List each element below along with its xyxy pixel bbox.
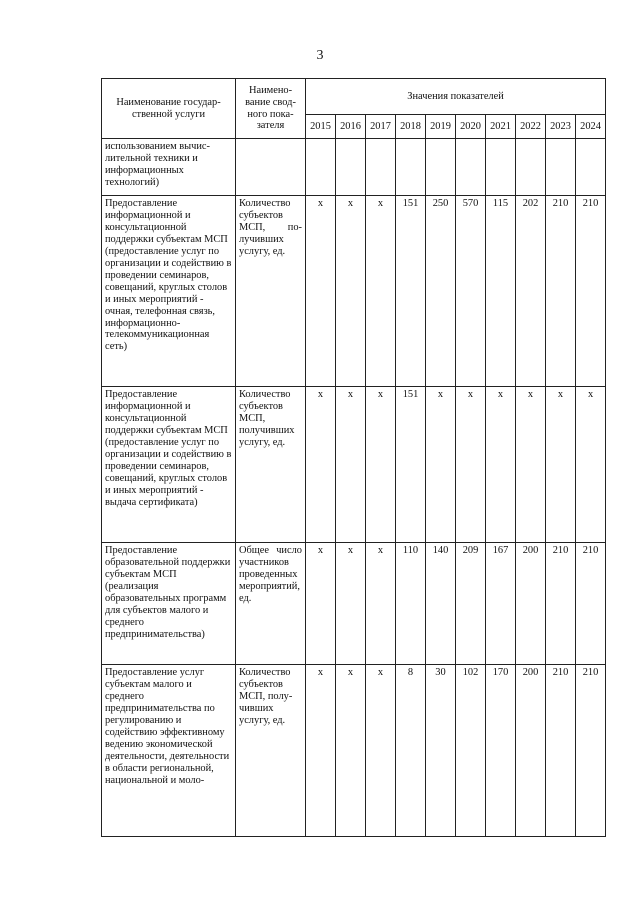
value-cell: x [306,196,336,387]
value-cell: 140 [426,543,456,665]
value-cell [366,139,396,196]
value-cell [546,139,576,196]
year-header: 2023 [546,115,576,139]
value-cell: 170 [486,665,516,837]
indicator-name: Количество субъектов МСП, получивших услугу, ед. [236,196,306,387]
value-cell: x [576,387,606,543]
value-cell: 210 [576,543,606,665]
table-row [102,196,606,387]
value-cell: x [306,387,336,543]
value-cell: x [336,543,366,665]
page-number: 3 [316,48,324,63]
value-cell: 570 [456,196,486,387]
table-row [102,139,606,196]
value-cell: x [426,387,456,543]
value-cell: x [546,387,576,543]
value-cell: 210 [546,665,576,837]
value-cell: x [456,387,486,543]
table-row [102,543,606,665]
service-name: Предоставление образовательной поддержки субъектам МСП (реализация образовательных программ для субъектов малого и среднего предпринимательства) [102,543,236,665]
value-cell: 210 [546,543,576,665]
table-row [102,665,606,837]
value-cell [336,139,366,196]
value-cell: x [366,387,396,543]
year-header: 2017 [366,115,396,139]
header-values: Значения показателей [306,79,606,115]
value-cell [576,139,606,196]
value-cell [486,139,516,196]
service-name: использованием вычислительной техники и информационных технологий) [102,139,236,196]
value-cell: x [306,543,336,665]
service-name: Предоставление услуг субъектам малого и среднего предпринимательства по регулированию и содействию эффективному ведению экономической деятельности, деятельности в области региональной, национальной и моло- [102,665,236,837]
table-row [102,387,606,543]
value-cell: 30 [426,665,456,837]
value-cell: 202 [516,196,546,387]
value-cell: x [336,665,366,837]
value-cell: 210 [576,665,606,837]
value-cell: 151 [396,387,426,543]
value-cell: x [366,543,396,665]
year-header: 2020 [456,115,486,139]
value-cell [306,139,336,196]
value-cell: 210 [546,196,576,387]
value-cell: x [336,196,366,387]
header-service: Наименование государственной услуги [102,79,236,139]
value-cell [456,139,486,196]
service-name: Предоставление информационной и консультационной поддержки субъектам МСП (предоставление услуг по организации и содействию в проведении семинаров, совещаний, круглых столов и иных мероприятий - очная, телефонная связь, информационно-телекоммуникационная сеть) [102,196,236,387]
value-cell: x [336,387,366,543]
value-cell: x [516,387,546,543]
value-cell: 210 [576,196,606,387]
value-cell [426,139,456,196]
year-header: 2018 [396,115,426,139]
value-cell: x [486,387,516,543]
value-cell: 115 [486,196,516,387]
year-header: 2024 [576,115,606,139]
value-cell: 200 [516,665,546,837]
year-header: 2019 [426,115,456,139]
value-cell: 102 [456,665,486,837]
value-cell: 8 [396,665,426,837]
value-cell: 110 [396,543,426,665]
indicator-name: Общее число участников проведенных мероприятий, ед. [236,543,306,665]
value-cell: x [306,665,336,837]
indicators-table [101,78,606,837]
year-header: 2021 [486,115,516,139]
header-indicator: Наименование сводного показателя [236,79,306,139]
value-cell: x [366,196,396,387]
value-cell: 200 [516,543,546,665]
indicator-name: Количество субъектов МСП, получивших услугу, ед. [236,665,306,837]
indicator-name: Количество субъектов МСП, получивших услугу, ед. [236,387,306,543]
value-cell [396,139,426,196]
value-cell: 250 [426,196,456,387]
year-header: 2022 [516,115,546,139]
value-cell: 151 [396,196,426,387]
value-cell [516,139,546,196]
service-name: Предоставление информационной и консультационной поддержки субъектам МСП (предоставление услуг по организации и содействию в проведении семинаров, совещаний, круглых столов и иных мероприятий - выдача сертификата) [102,387,236,543]
year-header: 2015 [306,115,336,139]
value-cell: 209 [456,543,486,665]
value-cell: x [366,665,396,837]
year-header: 2016 [336,115,366,139]
value-cell: 167 [486,543,516,665]
indicator-name [236,139,306,196]
